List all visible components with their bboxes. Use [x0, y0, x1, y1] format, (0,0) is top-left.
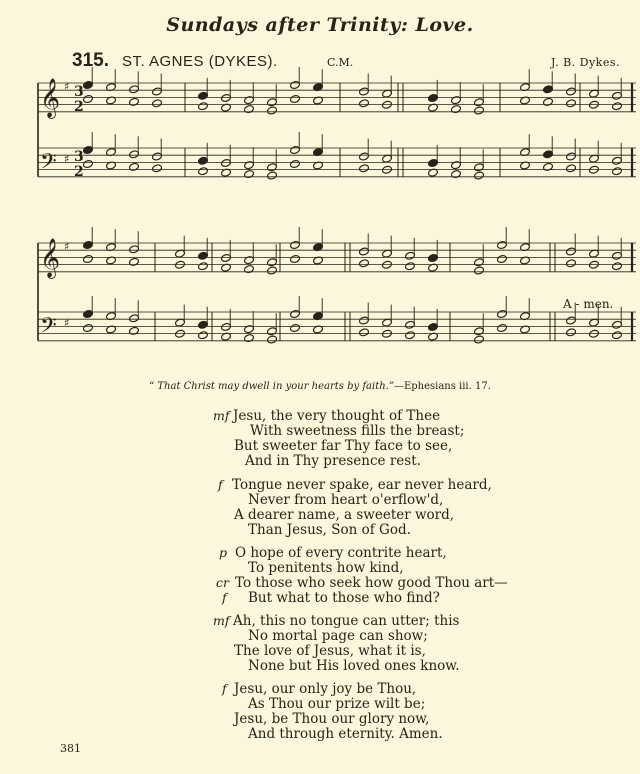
epigraph — [0, 381, 640, 392]
note-head — [474, 106, 485, 115]
time-signature-top: 3 — [74, 84, 84, 100]
bass-clef-icon: 𝄢 — [40, 313, 57, 344]
dynamic-mark: mf — [213, 408, 230, 423]
verse-line: With sweetness fills the breast; — [250, 423, 465, 439]
verse-line: And through eternity. Amen. — [248, 726, 443, 742]
verse-line: To penitents how kind, — [248, 560, 404, 576]
note-head — [267, 266, 278, 275]
verse-line: And in Thy presence rest. — [245, 453, 421, 469]
note-head — [267, 106, 278, 115]
note-head — [543, 162, 554, 171]
note-head — [290, 160, 301, 169]
verse-line: But what to those who find? — [248, 590, 440, 606]
key-signature-sharp-icon: ♯ — [64, 80, 70, 94]
verse-line: Never from heart o'erflow'd, — [248, 492, 444, 508]
note-head — [290, 324, 301, 333]
verse-line: Tongue never spake, ear never heard, — [232, 477, 492, 493]
note-head — [451, 105, 462, 114]
verse-line: No mortal page can show; — [248, 628, 428, 644]
verse-line: The love of Jesus, what it is, — [234, 643, 426, 659]
verse-line: Jesu, our only joy be Thou, — [234, 681, 417, 697]
note-head — [83, 160, 94, 169]
note-head — [612, 331, 623, 340]
dynamic-mark: mf — [213, 613, 230, 628]
verse-line: Ah, this no tongue can utter; this — [233, 613, 460, 629]
note-head — [152, 99, 163, 108]
note-head — [474, 335, 485, 344]
epigraph-quote: “ That Christ may dwell in your hearts by faith.”— — [149, 381, 404, 392]
meter: C.M. — [327, 56, 354, 69]
note-head — [474, 171, 485, 180]
note-head — [359, 99, 370, 108]
note-head — [244, 265, 255, 274]
note-head — [198, 262, 209, 271]
verse-line: As Thou our prize wilt be; — [248, 696, 426, 712]
note-head — [497, 255, 508, 264]
dynamic-mark: p — [219, 545, 228, 560]
note-head — [267, 171, 278, 180]
composer: J. B. Dykes. — [551, 56, 620, 69]
treble-clef-icon: 𝄞 — [40, 77, 61, 118]
note-head — [244, 170, 255, 179]
time-signature-bottom: 2 — [74, 164, 84, 180]
tune-name: ST. AGNES (DYKES). — [122, 53, 278, 70]
note-head — [405, 262, 416, 271]
verse-line: But sweeter far Thy face to see, — [234, 438, 453, 454]
note-head — [566, 164, 577, 173]
note-head — [451, 170, 462, 179]
dynamic-mark: f — [222, 590, 227, 605]
note-head — [198, 167, 209, 176]
key-signature-sharp-icon: ♯ — [64, 240, 70, 254]
verse-line: Jesu, the very thought of Thee — [233, 408, 441, 424]
dynamic-mark: f — [218, 477, 223, 492]
bass-clef-icon: 𝄢 — [40, 149, 57, 180]
verse-line: Than Jesus, Son of God. — [248, 522, 411, 538]
treble-clef-icon: 𝄞 — [40, 237, 61, 278]
dynamic-mark: cr — [216, 575, 229, 590]
key-signature-sharp-icon: ♯ — [64, 152, 70, 166]
note-head — [566, 328, 577, 337]
page-number: 381 — [60, 742, 81, 755]
note-head — [129, 257, 140, 266]
epigraph-reference: Ephesians iii. 17. — [403, 381, 491, 392]
dynamic-mark: f — [222, 681, 227, 696]
note-head — [198, 331, 209, 340]
note-head — [612, 102, 623, 111]
amen-text: A - men. — [563, 297, 614, 311]
note-head — [267, 335, 278, 344]
running-title: Sundays after Trinity: Love. — [166, 14, 474, 36]
time-signature-bottom: 2 — [74, 99, 84, 115]
note-head — [359, 259, 370, 268]
note-head — [129, 162, 140, 171]
music-score — [0, 0, 640, 380]
note-head — [244, 334, 255, 343]
time-signature-top: 3 — [74, 149, 84, 165]
note-head — [152, 164, 163, 173]
note-head — [290, 255, 301, 264]
verse-line: O hope of every contrite heart, — [235, 545, 447, 561]
verse-line: Jesu, be Thou our glory now, — [234, 711, 430, 727]
note-head — [612, 167, 623, 176]
verse-line: To those who seek how good Thou art— — [235, 575, 508, 591]
note-head — [129, 97, 140, 106]
note-head — [83, 324, 94, 333]
note-head — [359, 328, 370, 337]
note-head — [83, 95, 94, 104]
note-head — [497, 324, 508, 333]
note-head — [543, 97, 554, 106]
key-signature-sharp-icon: ♯ — [64, 316, 70, 330]
note-head — [474, 266, 485, 275]
note-head — [566, 99, 577, 108]
note-head — [83, 255, 94, 264]
hymn-number: 315. — [72, 50, 109, 71]
note-head — [566, 259, 577, 268]
note-head — [129, 326, 140, 335]
note-head — [244, 105, 255, 114]
note-head — [612, 262, 623, 271]
note-head — [359, 164, 370, 173]
note-head — [405, 331, 416, 340]
verse-line: A dearer name, a sweeter word, — [234, 507, 455, 523]
note-head — [290, 95, 301, 104]
verse-line: None but His loved ones know. — [248, 658, 460, 674]
note-head — [198, 102, 209, 111]
